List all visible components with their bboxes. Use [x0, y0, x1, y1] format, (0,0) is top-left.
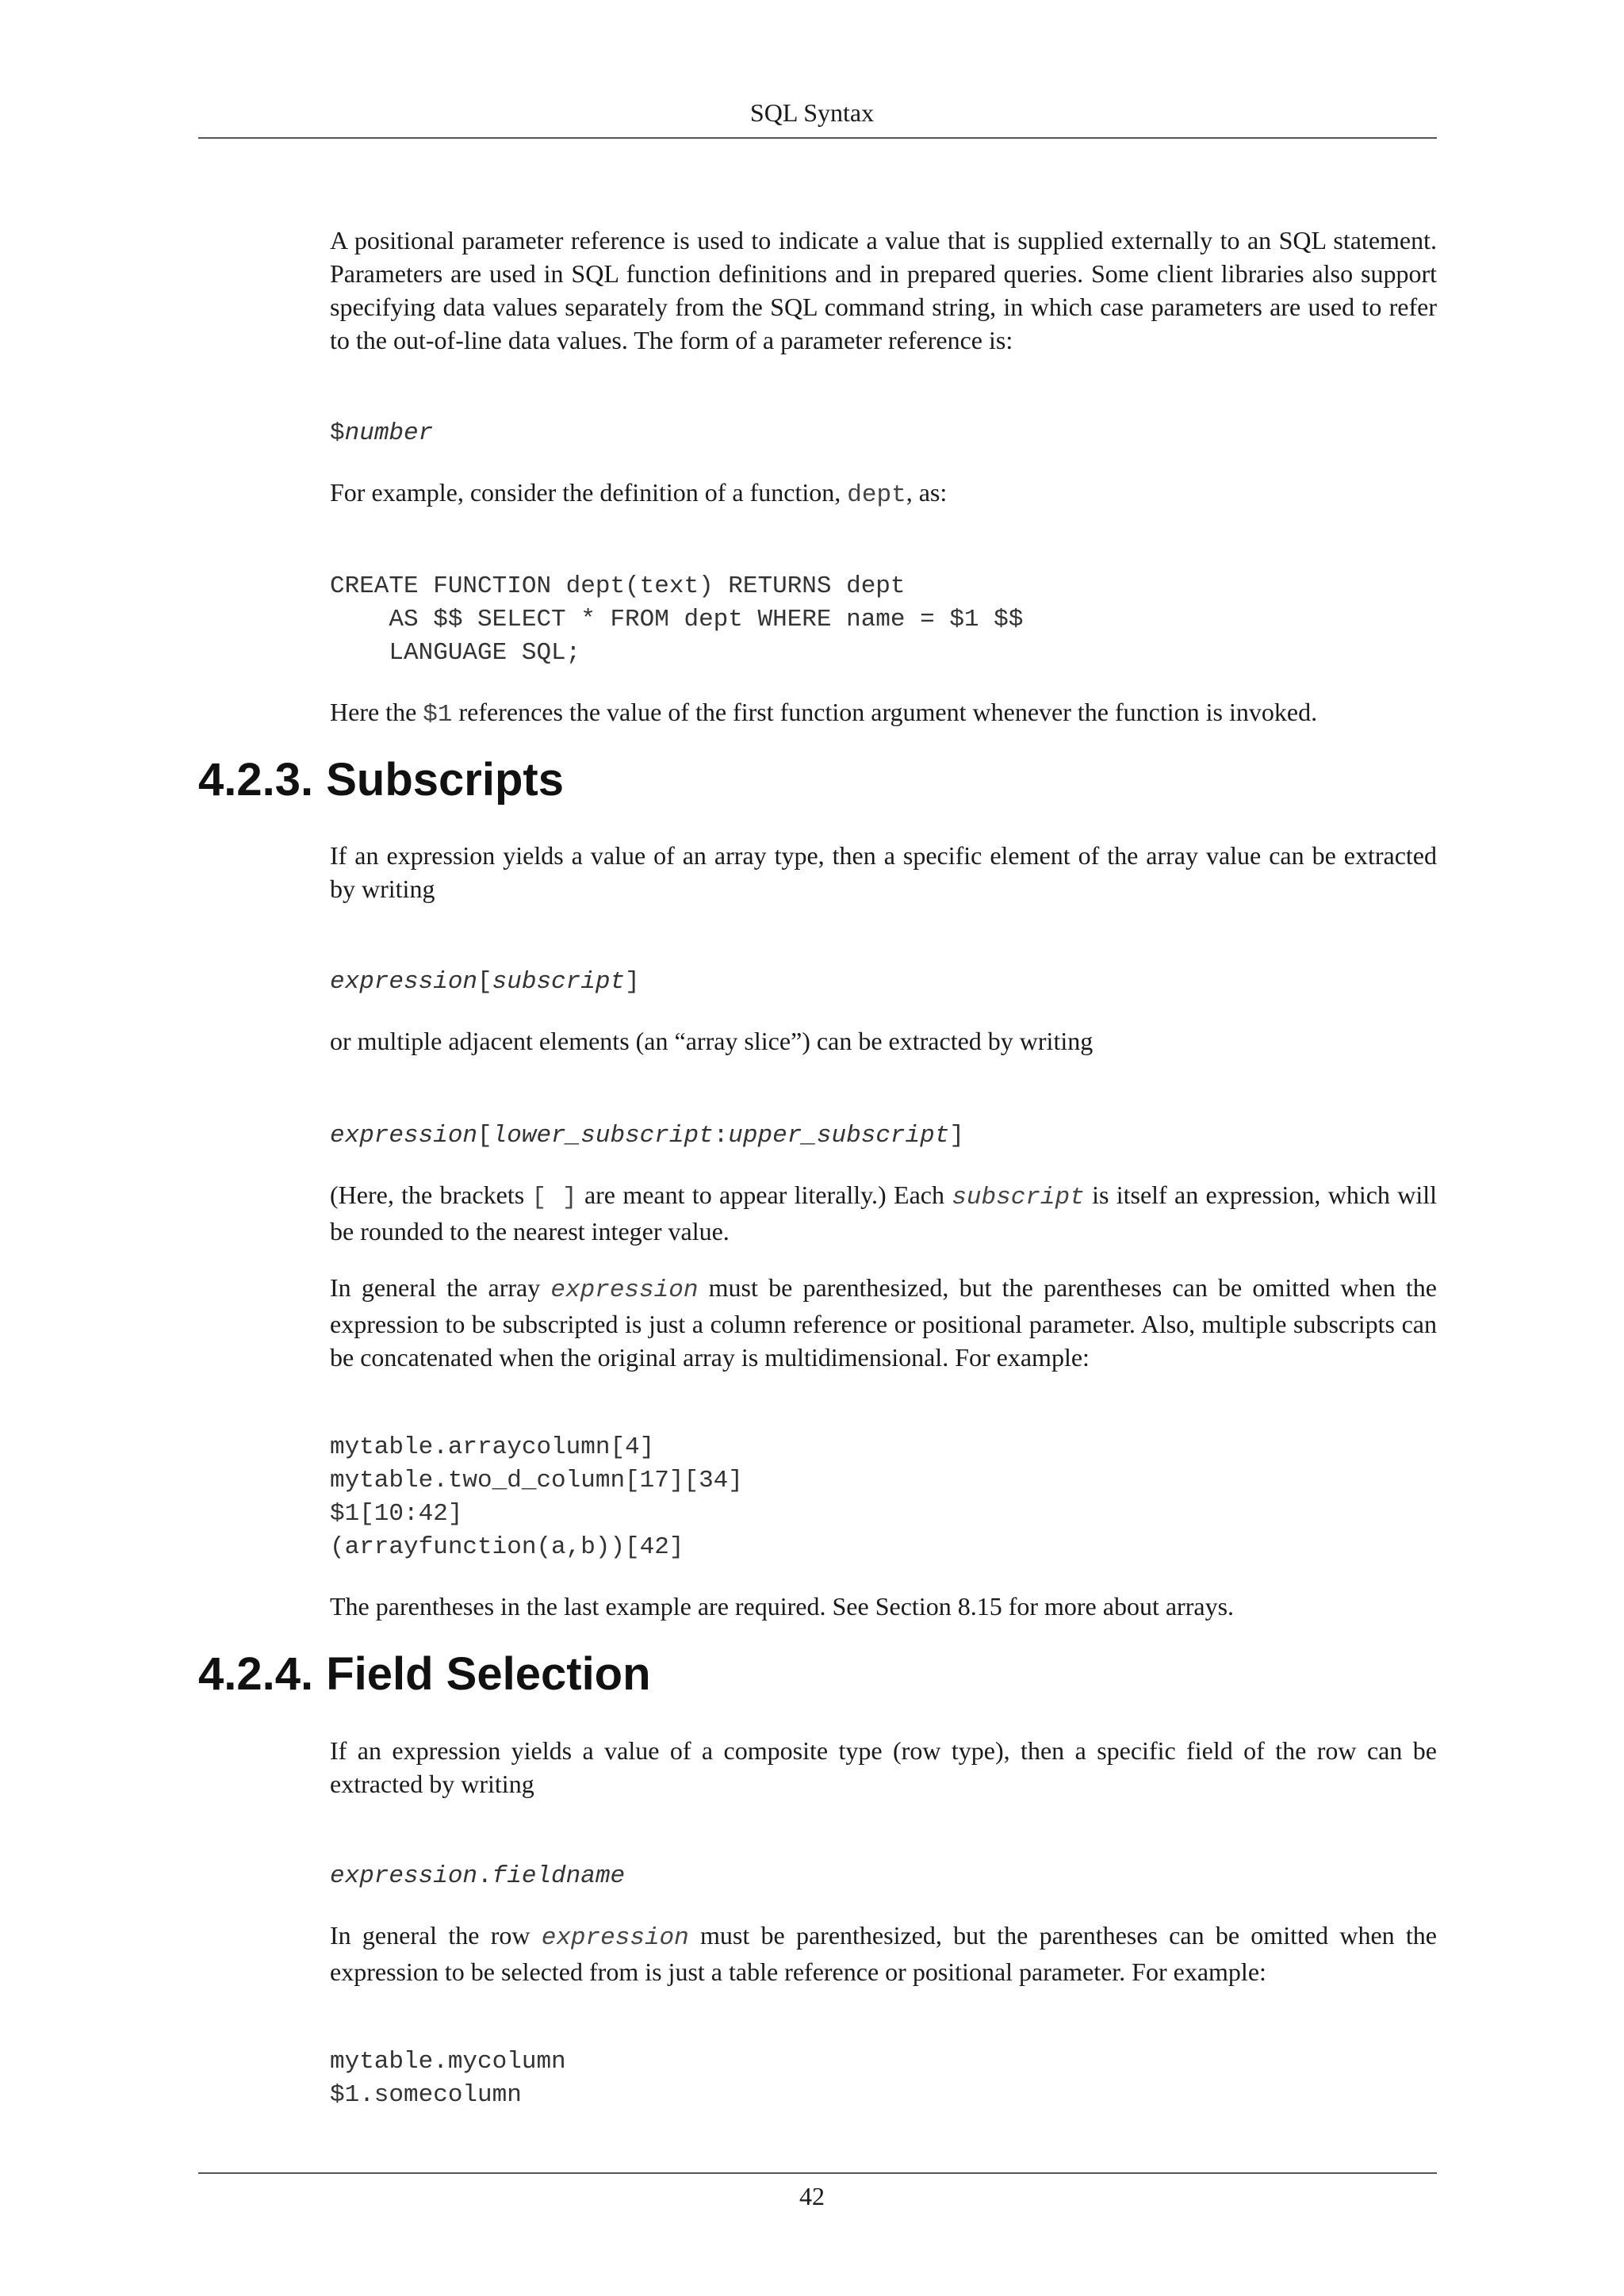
expression-placeholder: expression — [330, 1122, 478, 1150]
row-general-paragraph — [330, 1919, 1437, 1988]
open-bracket: [ — [477, 1122, 492, 1150]
subscript-placeholder: subscript — [492, 968, 626, 996]
inline-code-italic: expression — [550, 1276, 699, 1304]
inline-code-italic: expression — [541, 1924, 689, 1952]
text-segment: Here the — [330, 698, 423, 726]
text-segment: are meant to appear literally.) Each — [576, 1181, 952, 1209]
arrays-closing-paragraph: The parentheses in the last example are required. See Section 8.15 for more about arrays. — [330, 1592, 1235, 1621]
close-bracket: ] — [949, 1122, 964, 1150]
text-segment: must be parenthesized, but the parentheses can be omitted when the expression to be selected from is just a table reference or positional parameter. For example: — [330, 1921, 1438, 1986]
upper-subscript-placeholder: upper_subscript — [728, 1122, 950, 1150]
field-syntax — [330, 1860, 1437, 1893]
dot: . — [477, 1862, 492, 1890]
text-segment: references the value of the first function argument whenever the function is invoked. — [452, 698, 1318, 726]
field-examples-code-block: mytable.mycolumn $1.somecolumn — [330, 2048, 566, 2109]
slice-syntax — [330, 1119, 1437, 1153]
parameter-syntax — [330, 417, 1437, 450]
field-selection-heading: 4.2.4. Field Selection — [198, 1648, 651, 1700]
subscripts-intro-paragraph: If an expression yields a value of an array type, then a specific element of the array value can be extracted by writing — [330, 841, 1437, 903]
lower-subscript-placeholder: lower_subscript — [492, 1122, 714, 1150]
example-intro-paragraph — [330, 476, 1437, 512]
dollar-sign: $ — [330, 419, 345, 447]
header-rule — [198, 137, 1437, 139]
page-number: 42 — [799, 2182, 825, 2210]
open-bracket: [ — [477, 968, 492, 996]
colon: : — [713, 1122, 729, 1150]
fieldname-placeholder: fieldname — [492, 1862, 626, 1890]
text-segment: , as: — [906, 478, 948, 507]
inline-code: $1 — [423, 701, 453, 729]
create-function-code-block: CREATE FUNCTION dept(text) RETURNS dept AS $$ SELECT * FROM dept WHERE name = $1 $$ LANGUAGE SQL; — [330, 572, 1024, 667]
text-segment: is itself an expression, which will be rounded to the nearest integer value. — [330, 1181, 1438, 1246]
field-selection-intro-paragraph: If an expression yields a value of a composite type (row type), then a specific field of the row can be extracted by writing — [330, 1736, 1437, 1798]
brackets-paragraph — [330, 1178, 1437, 1248]
inline-code: dept — [847, 481, 906, 509]
text-segment: For example, consider the definition of a function, — [330, 478, 848, 507]
subscripts-heading: 4.2.3. Subscripts — [198, 754, 564, 806]
expression-placeholder: expression — [330, 968, 478, 996]
running-header: SQL Syntax — [749, 98, 875, 127]
close-bracket: ] — [625, 968, 640, 996]
inline-code-italic: subscript — [952, 1184, 1085, 1211]
text-segment: must be parenthesized, but the parentheses can be omitted when the expression to be subscripted is just a column reference or positional parameter. Also, multiple subscripts can be concatenated when the original array is multidimensional. For example: — [330, 1273, 1438, 1372]
subscript-syntax — [330, 966, 1437, 999]
text-segment: In general the row — [330, 1921, 542, 1950]
number-placeholder: number — [344, 419, 434, 447]
text-segment: In general the array — [330, 1273, 551, 1302]
here-paragraph — [330, 695, 1437, 732]
inline-code: [ ] — [531, 1184, 577, 1211]
array-slice-paragraph: or multiple adjacent elements (an “array slice”) can be extracted by writing — [330, 1027, 1094, 1055]
array-general-paragraph — [330, 1271, 1437, 1374]
expression-placeholder: expression — [330, 1862, 478, 1890]
footer-rule — [198, 2172, 1437, 2174]
text-segment: (Here, the brackets — [330, 1181, 532, 1209]
positional-intro-paragraph: A positional parameter reference is used to indicate a value that is supplied externally to an SQL statement. Parameters are used in SQL function definitions and in prepared queries. Some client libraries also support specifying data values separately from the SQL command string, in which case parameters are used to refer to the out-of-line data values. The form of a parameter reference is: — [330, 226, 1437, 354]
subscript-examples-code-block: mytable.arraycolumn[4] mytable.two_d_column[17][34] $1[10:42] (arrayfunction(a,b))[42] — [330, 1433, 743, 1561]
